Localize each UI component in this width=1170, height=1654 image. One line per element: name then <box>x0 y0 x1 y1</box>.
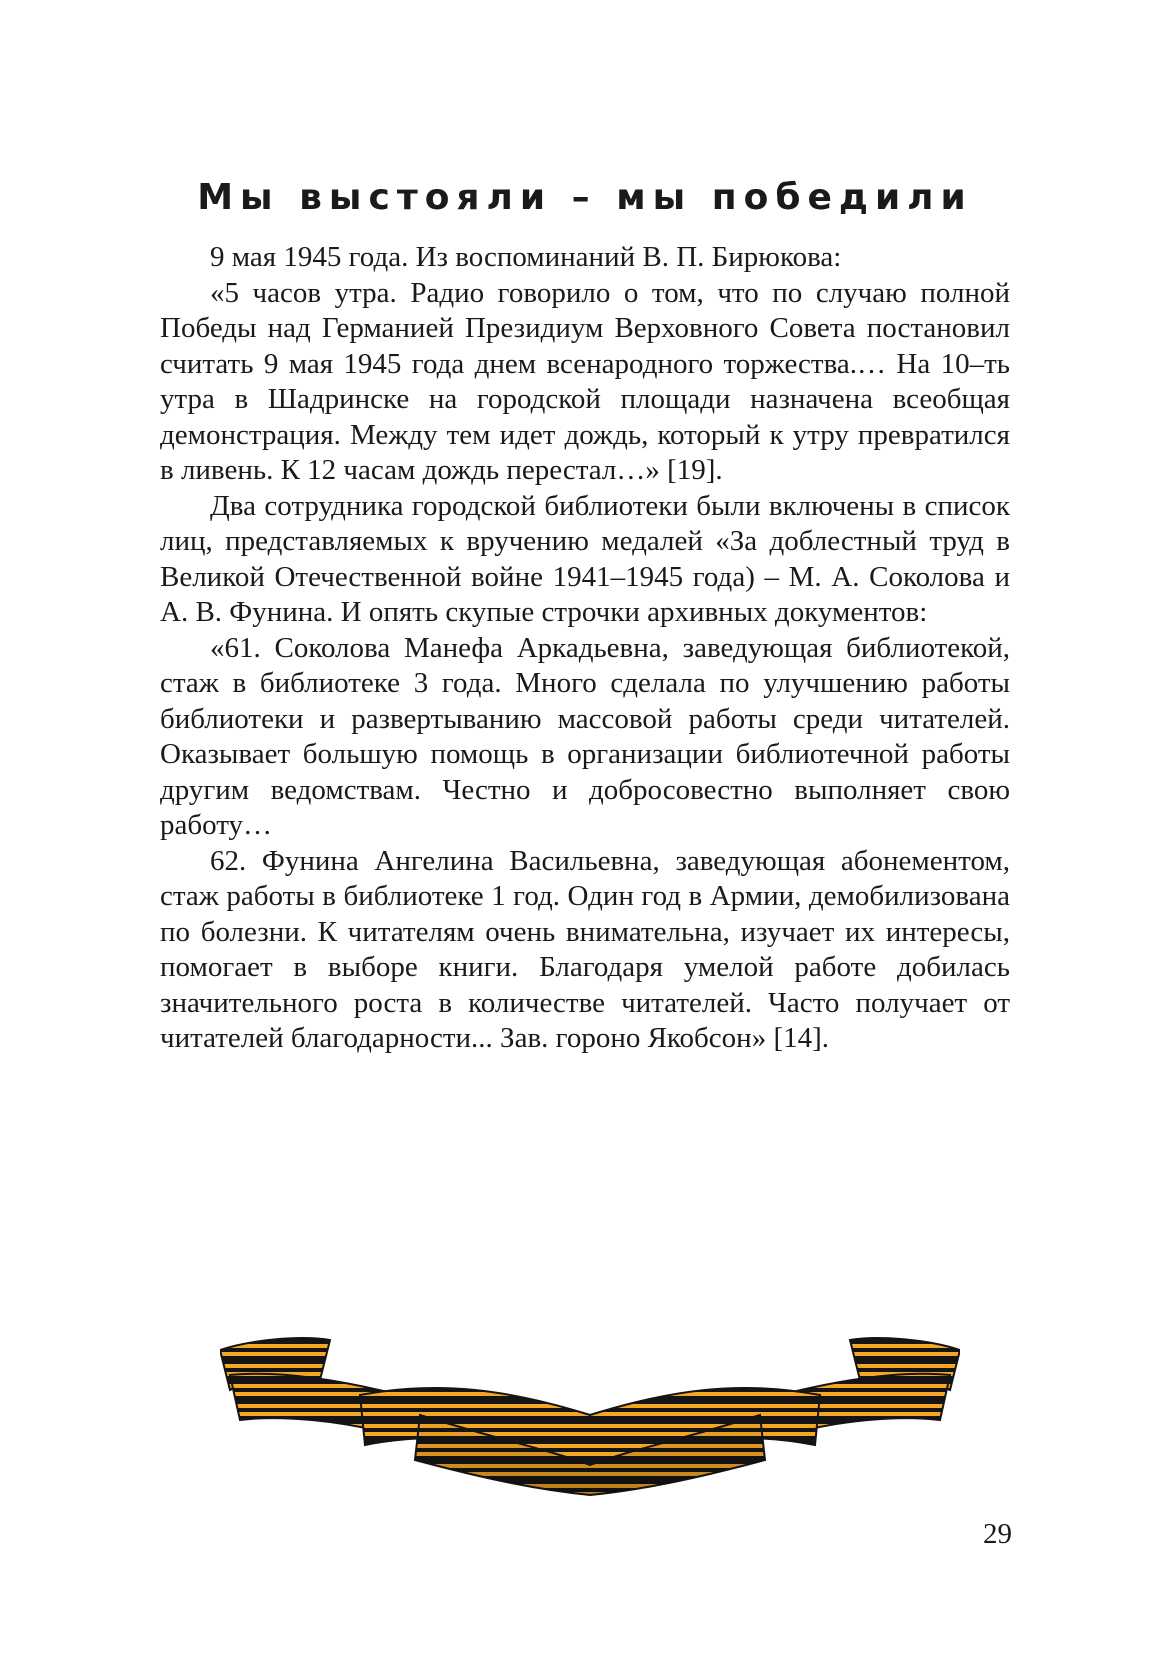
body-text <box>160 240 1010 1057</box>
paragraph: 9 мая 1945 года. Из воспоминаний В. П. Бирюкова: <box>210 241 842 273</box>
page-title: Мы выстояли – мы победили <box>197 177 973 218</box>
paragraph: «5 часов утра. Радио говорило о том, что по случаю полной Победы над Германией Президиум Верховного Совета постановил считать 9 мая 1945 года днем всенародного торжества.… На 10–ть утра в Шадринске на городской площади назначена всеобщая демонстрация. Между тем идет дождь, который к утру превратился в ливень. К 12 часам дождь перестал…» [19]. <box>160 276 1010 486</box>
st-george-ribbon-icon <box>220 1320 960 1500</box>
paragraph: «61. Соколова Манефа Аркадьевна, заведующая библиотекой, стаж в библиотеке 3 года. Много сделала по улучшению работы библиотеки и развертыванию массовой работы среди читателей. Оказывает большую помощь в организации библиотечной работы другим ведомствам. Честно и добросовестно выполняет свою работу… <box>160 631 1010 841</box>
page-number: 29 <box>983 1518 1012 1550</box>
paragraph: 62. Фунина Ангелина Васильевна, заведующая абонементом, стаж работы в библиотеке 1 год. Один год в Армии, демобилизована по болезни. К читателям очень внимательна, изучает их интересы, помогает в выборе книги. Благодаря умелой работе добилась значительного роста в количестве читателей. Часто получает от читателей благодарности... Зав. гороно Якобсон» [14]. <box>160 844 1010 1054</box>
paragraph: Два сотрудника городской библиотеки были включены в список лиц, представляемых к вручению медалей «За доблестный труд в Великой Отечественной войне 1941–1945 года) – М. А. Соколова и А. В. Фунина. И опять скупые строчки архивных документов: <box>160 489 1010 628</box>
